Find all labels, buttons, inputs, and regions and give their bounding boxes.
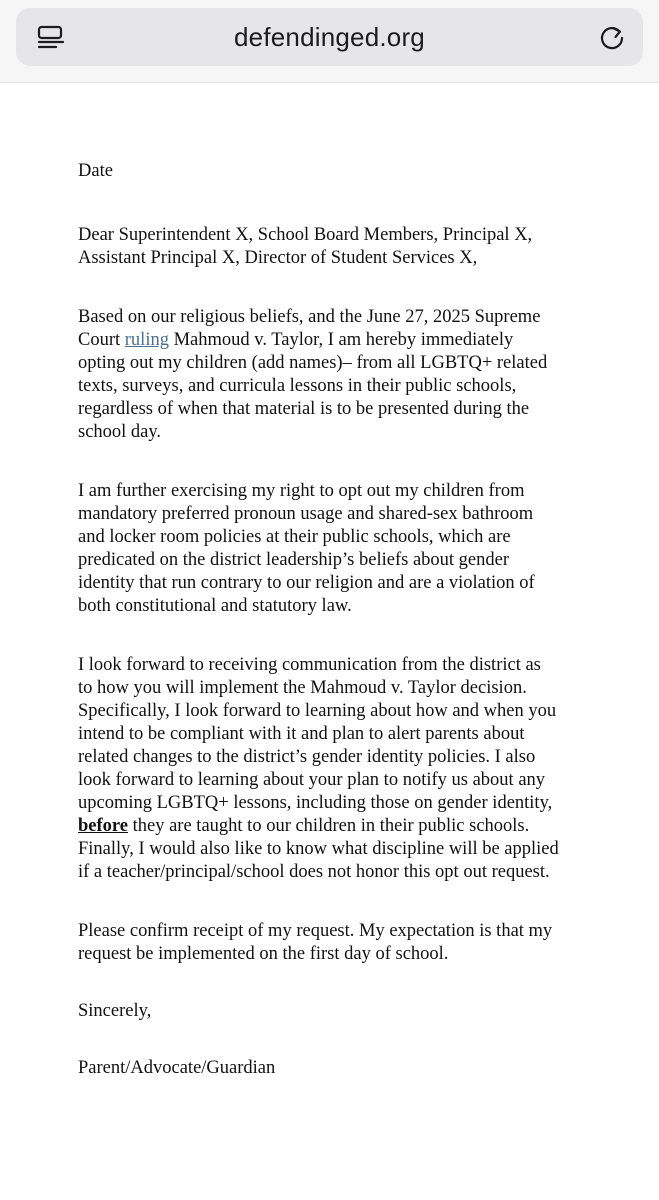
address-bar[interactable]: [16, 8, 643, 66]
paragraph-line: I am further exercising my right to opt out my children from: [78, 481, 525, 501]
paragraph-opt-out: [78, 306, 603, 444]
letter-body: [78, 160, 603, 1080]
tabs-icon[interactable]: [36, 22, 66, 52]
paragraph-line: predicated on the district leadership’s beliefs about gender: [78, 550, 510, 570]
url-text[interactable]: defendinged.org: [234, 22, 425, 52]
paragraph-line: texts, surveys, and curricula lessons in their public schools,: [78, 376, 517, 396]
paragraph-line: school day.: [78, 422, 162, 442]
salutation-line: Assistant Principal X, Director of Student Services X,: [78, 248, 478, 268]
paragraph-implementation: [78, 654, 603, 884]
browser-toolbar: [0, 0, 659, 83]
paragraph-line: Finally, I would also like to know what discipline will be applied: [78, 839, 559, 859]
paragraph-line: request be implemented on the first day of school.: [78, 944, 449, 964]
paragraph-line: [78, 815, 603, 838]
paragraph-line: opting out my children (add names)– from all LGBTQ+ related: [78, 353, 548, 373]
paragraph-line: related changes to the district’s gender identity policies. I also: [78, 747, 536, 767]
text-fragment: Mahmoud v. Taylor, I am hereby immediately: [168, 330, 514, 350]
text-fragment: Court: [78, 330, 125, 350]
paragraph-line: mandatory preferred pronoun usage and shared-sex bathroom: [78, 504, 534, 524]
paragraph-line: Specifically, I look forward to learning about how and when you: [78, 701, 557, 721]
paragraph-line: I look forward to receiving communication from the district as: [78, 655, 541, 675]
paragraph-line: identity that run contrary to our religion and are a violation of: [78, 573, 535, 593]
salutation: [78, 224, 603, 270]
ruling-link[interactable]: ruling: [124, 330, 169, 350]
paragraph-line: Please confirm receipt of my request. My expectation is that my: [78, 921, 553, 941]
emphasis-before: before: [78, 816, 128, 836]
paragraph-line: if a teacher/principal/school does not honor this opt out request.: [78, 862, 550, 882]
reload-icon[interactable]: [597, 22, 627, 52]
paragraph-line: Based on our religious beliefs, and the June 27, 2025 Supreme: [78, 307, 541, 327]
paragraph-policies: [78, 480, 603, 618]
paragraph-line: to how you will implement the Mahmoud v. Taylor decision.: [78, 678, 527, 698]
letter-date: Date: [78, 161, 113, 181]
paragraph-line: [78, 329, 603, 352]
closing: Sincerely,: [78, 1001, 152, 1021]
paragraph-line: upcoming LGBTQ+ lessons, including those on gender identity,: [78, 793, 553, 813]
paragraph-line: regardless of when that material is to be presented during the: [78, 399, 530, 419]
paragraph-line: and locker room policies at their public schools, which are: [78, 527, 511, 547]
salutation-line: Dear Superintendent X, School Board Members, Principal X,: [78, 225, 533, 245]
signature: Parent/Advocate/Guardian: [78, 1058, 276, 1078]
paragraph-line: both constitutional and statutory law.: [78, 596, 352, 616]
text-fragment: they are taught to our children in their public schools.: [128, 816, 530, 836]
paragraph-line: look forward to learning about your plan to notify us about any: [78, 770, 546, 790]
paragraph-confirm: [78, 920, 603, 966]
paragraph-line: intend to be compliant with it and plan to alert parents about: [78, 724, 525, 744]
